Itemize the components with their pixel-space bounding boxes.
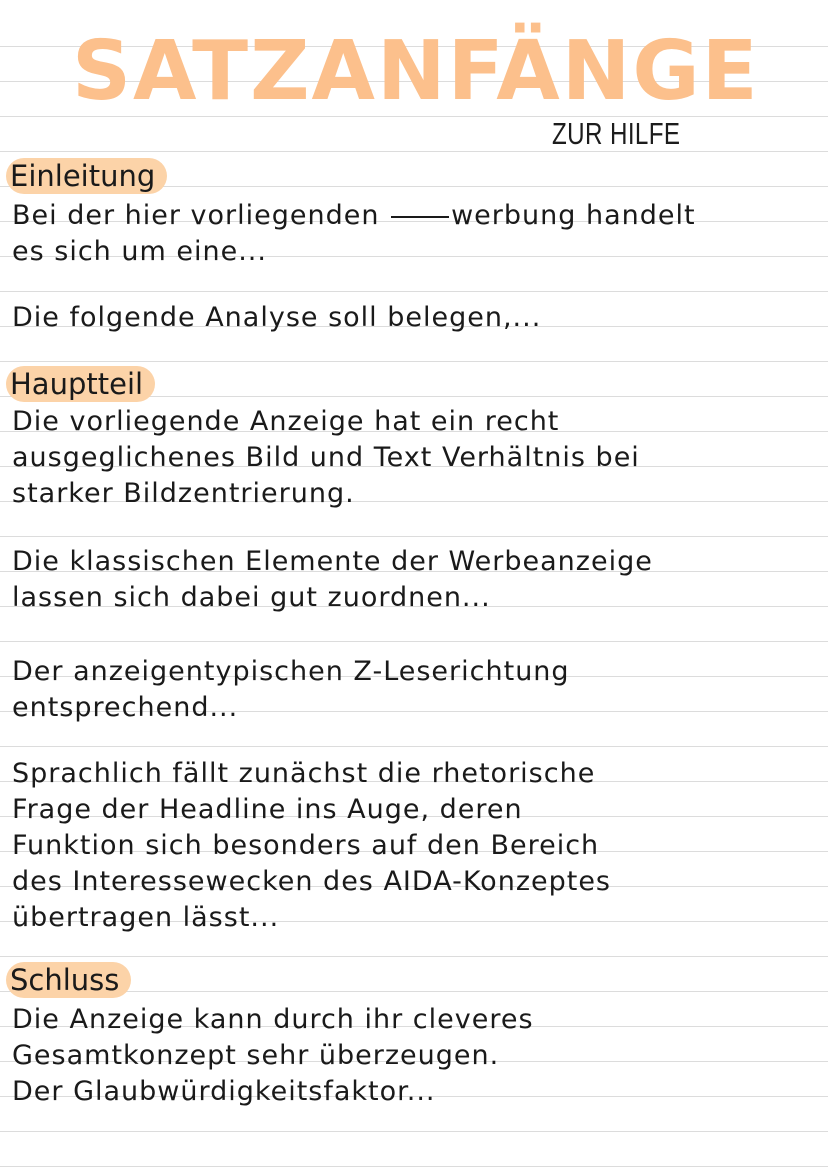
hauptteil-line-9: Frage der Headline ins Auge, deren bbox=[12, 794, 523, 825]
heading-hauptteil: Hauptteil bbox=[6, 366, 155, 402]
einleitung-line-1 bbox=[12, 198, 696, 233]
heading-schluss: Schluss bbox=[6, 962, 131, 998]
hauptteil-line-4: Die klassischen Elemente der Werbeanzeige bbox=[12, 546, 653, 577]
schluss-line-2: Gesamtkonzept sehr überzeugen. bbox=[12, 1040, 500, 1071]
schluss-line-3: Der Glaubwürdigkeitsfaktor... bbox=[12, 1076, 436, 1107]
page-subtitle: ZUR HILFE bbox=[552, 116, 681, 151]
hauptteil-line-8: Sprachlich fällt zunächst die rhetorische bbox=[12, 758, 596, 789]
hauptteil-line-7: entsprechend... bbox=[12, 692, 239, 723]
hauptteil-line-10: Funktion sich besonders auf den Bereich bbox=[12, 830, 600, 861]
schluss-line-1: Die Anzeige kann durch ihr cleveres bbox=[12, 1004, 534, 1035]
hauptteil-line-11: des Interessewecken des AIDA-Konzeptes bbox=[12, 866, 612, 897]
hauptteil-line-12: übertragen lässt... bbox=[12, 902, 280, 933]
einleitung-line-1-end: werbung handelt bbox=[451, 200, 696, 231]
hauptteil-line-6: Der anzeigentypischen Z-Leserichtung bbox=[12, 656, 570, 687]
hauptteil-line-1: Die vorliegende Anzeige hat ein recht bbox=[12, 406, 560, 437]
einleitung-line-2: es sich um eine... bbox=[12, 236, 267, 267]
hauptteil-line-2: ausgeglichenes Bild und Text Verhältnis bei bbox=[12, 442, 640, 473]
heading-einleitung: Einleitung bbox=[6, 158, 167, 194]
page-title: SATZANFÄNGE bbox=[72, 24, 760, 119]
hauptteil-line-3: starker Bildzentrierung. bbox=[12, 478, 355, 509]
einleitung-line-1-start: Bei der hier vorliegenden bbox=[12, 200, 380, 231]
einleitung-line-3: Die folgende Analyse soll belegen,... bbox=[12, 302, 542, 333]
hauptteil-line-5: lassen sich dabei gut zuordnen... bbox=[12, 582, 491, 613]
fill-in-blank bbox=[391, 216, 449, 218]
